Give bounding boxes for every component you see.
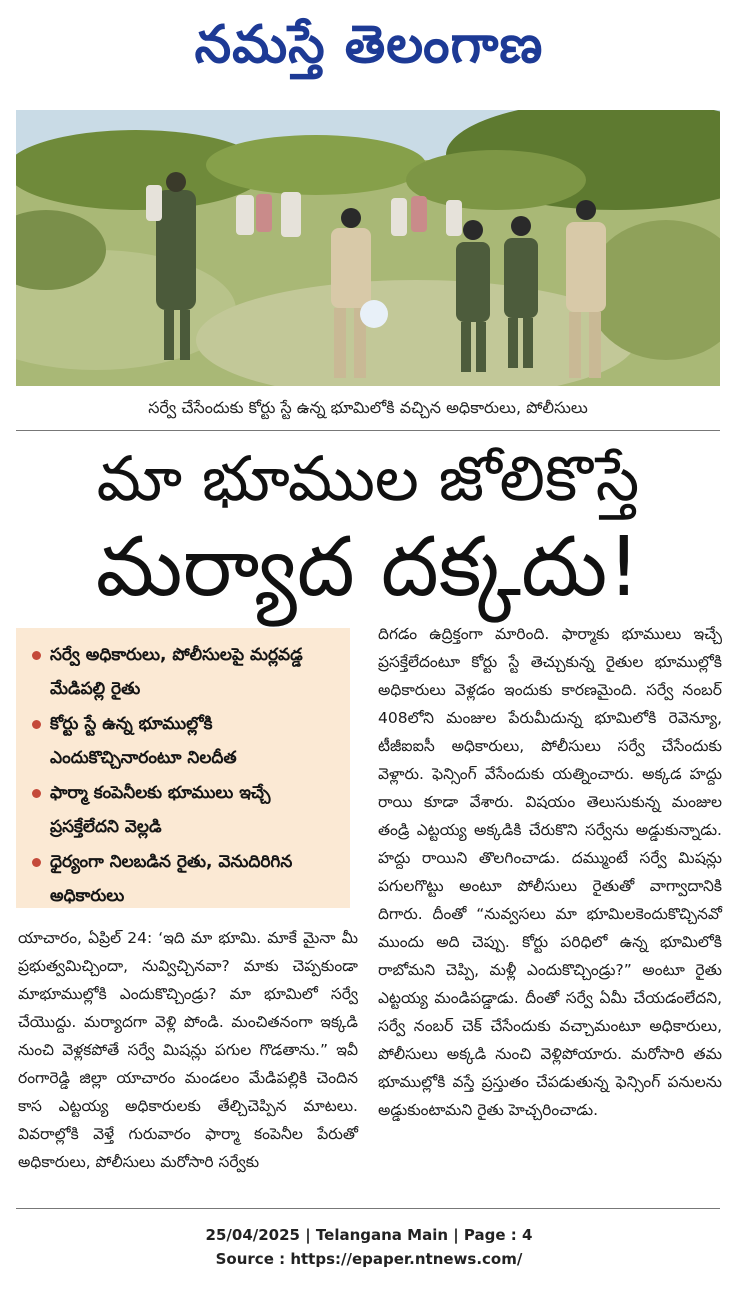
highlight-text: ధైర్యంగా నిలబడిన రైతు, వెనుదిరిగిన అధికారులు [50, 852, 293, 906]
bullet-icon [32, 651, 41, 660]
bullet-icon [32, 858, 41, 867]
highlight-item [30, 776, 340, 844]
highlight-item [30, 845, 340, 913]
bullet-icon [32, 789, 41, 798]
highlights-box [16, 628, 350, 908]
masthead-logo: నమస్తే తెలంగాణ [194, 14, 544, 75]
highlights-list [30, 638, 340, 913]
footer-rule [16, 1208, 720, 1209]
bullet-icon [32, 720, 41, 729]
footer-edition: 25/04/2025 | Telangana Main | Page : 4 [205, 1226, 533, 1244]
headline-line-2: మర్యాద దక్కదు! [95, 520, 641, 615]
photo-caption: సర్వే చేసేందుకు కోర్టు స్టే ఉన్న భూమిలోకి వచ్చిన అధికారులు, పోలీసులు [148, 398, 588, 417]
article-text-left: యాచారం, ఏప్రిల్ 24: ‘ఇది మా భూమి. మాకే మైనా మీ ప్రభుత్వమిచ్చిందా, నువ్విచ్చినవా? మాకు చెప్పకుండా మాభూముల్లోకి ఎందుకొచ్చిండ్రు? మా భూమిలో సర్వే చేయొద్దు. మర్యాదగా వెళ్లి పోండి. మంచితనంగా ఇక్కడి నుంచి వెళ్లకపోతే సర్వే మిషన్లు పగుల గొడతాను.” ఇవీ రంగారెడ్డి జిల్లా యాచారం మండలం మేడిపల్లికి చెందిన కాస ఎట్టయ్య అధికారులకు తేల్చిచెప్పిన మాటలు. వివరాల్లోకి వెళ్తే గురువారం ఫార్మా కంపెనీల పేరుతో అధికారులు, పోలీసులు మరోసారి సర్వేకు [18, 929, 358, 1171]
headline-line-1: మా భూముల జోలికొస్తే [96, 442, 640, 515]
article-column-right [378, 620, 722, 1124]
field-scene-image [16, 110, 720, 386]
divider-rule [16, 430, 720, 431]
article-column-left [18, 924, 358, 1176]
highlight-text: కోర్టు స్టే ఉన్న భూముల్లోకి ఎందుకొచ్చినారంటూ నిలదీత [50, 714, 237, 768]
news-photo [16, 110, 720, 386]
highlight-text: సర్వే అధికారులు, పోలీసులపై మర్లవడ్డ మేడిపల్లి రైతు [50, 645, 303, 699]
highlight-text: ఫార్మా కంపెనీలకు భూములు ఇచ్చే ప్రసక్తేలేదని వెల్లడి [50, 783, 271, 837]
footer-source: Source : https://epaper.ntnews.com/ [215, 1250, 523, 1268]
highlight-item [30, 707, 340, 775]
highlight-item [30, 638, 340, 706]
article-text-right: దిగడం ఉద్రిక్తంగా మారింది. ఫార్మాకు భూములు ఇచ్చే ప్రసక్తేలేదంటూ కోర్టు స్టే తెచ్చుకున్న రైతుల భూముల్లోకి అధికారులు వెళ్లడం ఇందుకు కారణమైంది. సర్వే నంబర్ 408లోని మంజుల పేరుమీదున్న భూమిలోకి రెవెన్యూ, టీజీఐఐసీ అధికారులు, పోలీసులు సర్వే చేసేందుకు వెళ్లారు. ఫెన్సింగ్ వేసేందుకు యత్నించారు. అక్కడ హద్దు రాయి కూడా వేశారు. విషయం తెలుసుకున్న మంజుల తండ్రి ఎట్టయ్య అక్కడికి చేరుకొని సర్వేను అడ్డుకున్నాడు. హద్దు రాయిని తొలగించాడు. దమ్ముంటే సర్వే మిషన్లు పగులగొట్టు అంటూ పోలీసులు రైతుతో వాగ్వాదానికి దిగారు. దీంతో “నువ్వసలు మా భూమిలకెందుకొచ్చినవో ముందు అది చెప్పు. కోర్టు పరిధిలో ఉన్న భూమిలోకి రాబోమని చెప్పి, మళ్లీ ఎందుకొచ్చిండ్రు?” అంటూ రైతు ఎట్టయ్య మండిపడ్డాడు. దీంతో సర్వే ఏమీ చేయడంలేదని, సర్వే నంబర్ చెక్ చేసేందుకు వచ్చామంటూ అధికారులు, పోలీసులు అక్కడి నుంచి వెళ్లిపోయారు. మరోసారి తమ భూముల్లోకి వస్తే ప్రస్తుతం చేపడుతున్న ఫెన్సింగ్ పనులను అడ్డుకుంటామని రైతు హెచ్చరించాడు. [378, 625, 722, 1119]
